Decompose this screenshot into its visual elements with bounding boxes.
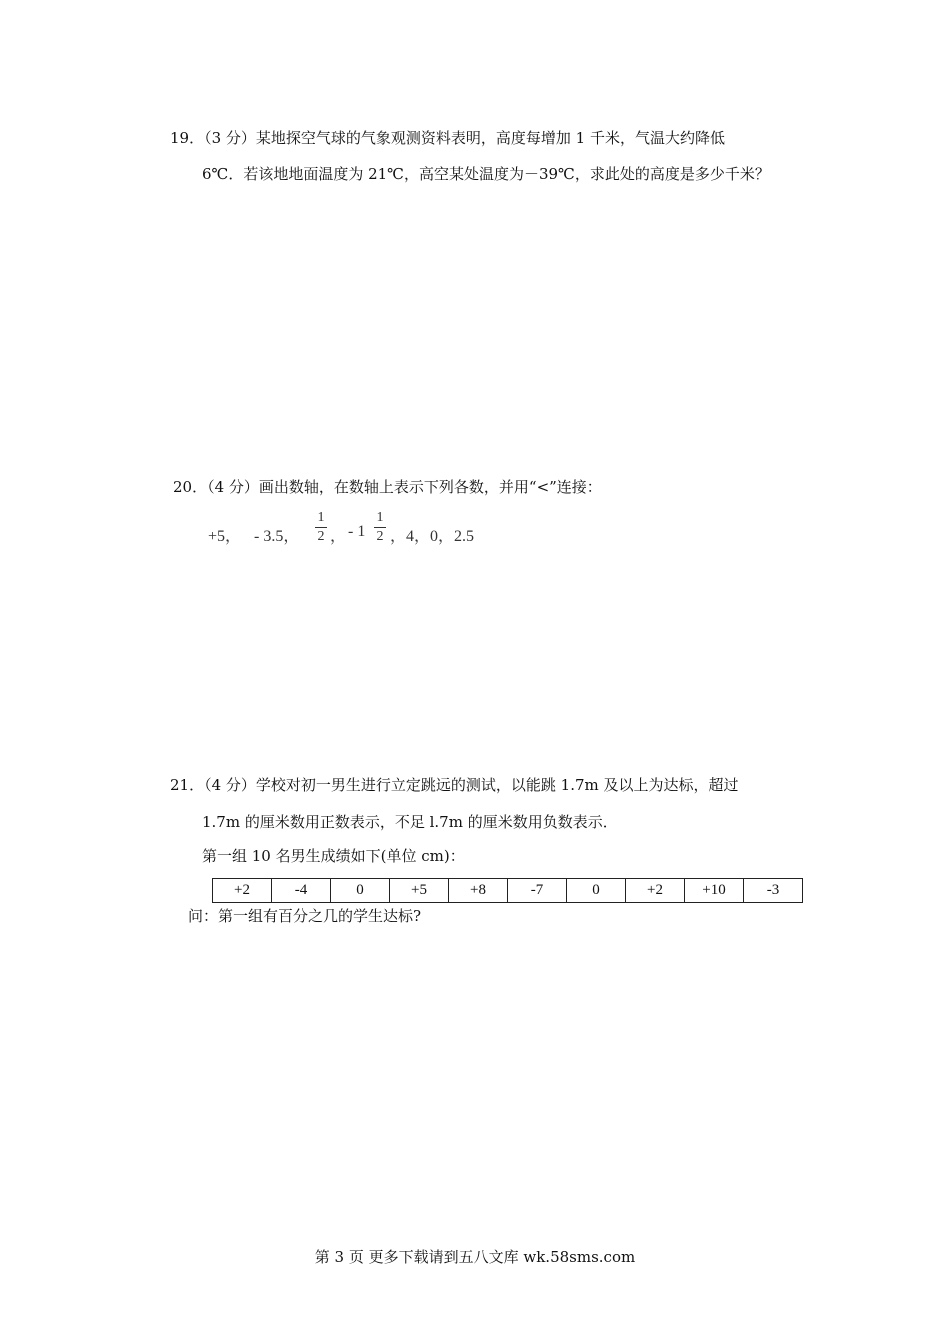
q21-question: 问：第一组有百分之几的学生达标? [188,907,422,925]
score-cell: +8 [449,879,508,903]
score-cell: +2 [213,879,272,903]
q20-line1: 20．（4 分）画出数轴，在数轴上表示下列各数，并用“<”连接： [173,478,602,496]
table-row [213,879,803,903]
score-cell: -3 [744,879,803,903]
fraction-denominator: 2 [376,529,384,544]
q20-num-plus5: +5， [208,528,242,545]
q20-num-minus3-5: - 3.5， [254,528,300,545]
fraction-numerator: 1 [376,510,384,525]
q20-mixed-fraction [374,510,386,545]
q20-mixed-number-prefix: - 1 [348,523,366,540]
q21-line2: 1.7m 的厘米数用正数表示，不足 l.7m 的厘米数用负数表示． [202,813,618,831]
score-cell: +10 [685,879,744,903]
score-cell: -7 [508,879,567,903]
q21-line3: 第一组 10 名男生成绩如下(单位 cm)： [202,847,465,865]
q20-num-rest: ，4，0，2.5 [390,528,475,545]
fraction-denominator: 2 [317,529,325,544]
page-footer: 第 3 页 更多下载请到五八文库 wk.58sms.com [314,1248,636,1266]
score-cell: +2 [626,879,685,903]
score-cell: 0 [331,879,390,903]
fraction-numerator: 1 [317,510,325,525]
fraction-bar [315,527,327,528]
fraction-bar [374,527,386,528]
score-cell: -4 [272,879,331,903]
q20-separator: ， [330,528,347,545]
score-cell: 0 [567,879,626,903]
q19-line2: 6℃．若该地地面温度为 21℃，高空某处温度为－39℃，求此处的高度是多少千米？ [202,165,770,183]
scores-table [212,878,803,903]
q20-fraction-half [315,510,327,545]
q19-line1: 19．（3 分）某地探空气球的气象观测资料表明，高度每增加 1 千米，气温大约降低 [170,129,725,147]
q21-line1: 21．（4 分）学校对初一男生进行立定跳远的测试，以能跳 1.7m 及以上为达标，超过 [170,776,739,794]
score-cell: +5 [390,879,449,903]
